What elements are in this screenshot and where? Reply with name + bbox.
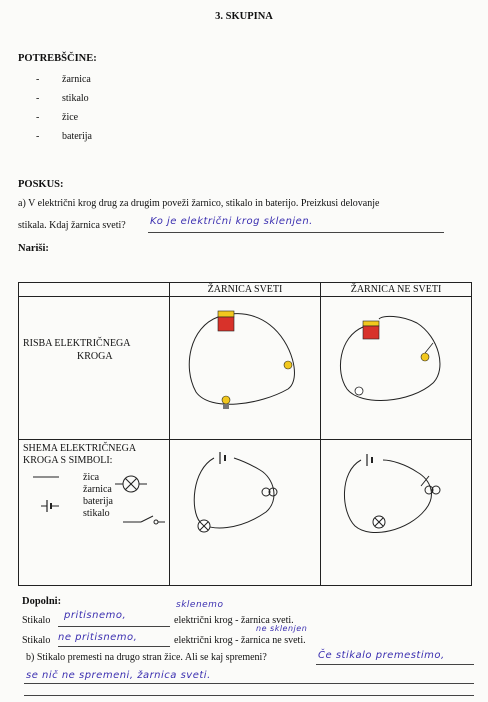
sentence-2-insert: ne sklenjen [256,624,308,633]
page-title: 3. SKUPINA [215,11,273,22]
symbol-legend-labels: žica žarnica baterija stikalo [83,472,113,519]
sentence-2-suffix: električni krog - žarnica ne sveti. [174,635,306,646]
drawing-bulb-off [321,297,472,440]
column-header-bulb-off: ŽARNICA NE SVETI [321,283,472,297]
column-header-bulb-on: ŽARNICA SVETI [170,283,321,297]
circuit-drawing-on-icon [170,297,320,434]
answer-line [58,646,170,647]
list-item: - baterija [36,131,92,142]
sentence-1-suffix: električni krog - žarnica sveti. [174,615,294,626]
experiment-instruction-line2: stikala. Kdaj žarnica sveti? [18,220,126,231]
schema-bulb-off [321,440,472,586]
experiment-heading: POSKUS: [18,179,64,190]
circuit-symbols-icon [19,470,171,530]
circuit-drawing-off-icon [321,297,471,434]
row-label-schema: SHEMA ELEKTRIČNEGA KROGA S SIMBOLI: žica žarnica baterija stikalo [19,440,170,586]
materials-list [36,70,92,146]
answer-line [24,695,474,696]
row-label-drawing: RISBA ELEKTRIČNEGA KROGA [19,297,170,440]
question-b-answer-2: se nič ne spremeni, žarnica sveti. [26,670,211,681]
complete-heading: Dopolni: [22,596,62,607]
sentence-2-prefix: Stikalo [22,635,51,646]
answer-line [148,232,444,233]
list-item: - žice [36,112,79,123]
sentence-2-answer: ne pritisnemo, [58,632,138,643]
experiment-instruction-line1: a) V električni krog drug za drugim poveži žarnico, stikalo in baterijo. Preizkusi delovanje [18,198,380,209]
answer-line [24,683,474,684]
answer-line [58,626,170,627]
question-b-answer-1: Če stikalo premestimo, [318,650,445,661]
answer-line [316,664,474,665]
circuit-table [18,282,472,586]
sentence-1-answer: pritisnemo, [64,610,127,621]
question-b: b) Stikalo premesti na drugo stran žice. Ali se kaj spremeni? [26,652,267,663]
schema-off-icon [321,440,471,580]
schema-bulb-on [170,440,321,586]
drawing-bulb-on [170,297,321,440]
draw-label: Nariši: [18,243,49,254]
sentence-1-insert: sklenemo [176,600,224,610]
list-item: - stikalo [36,93,89,104]
schema-on-icon [170,440,320,580]
list-item: - žarnica [36,74,91,85]
table-corner [19,283,170,297]
materials-heading: POTREBŠČINE: [18,53,97,64]
experiment-answer: Ko je električni krog sklenjen. [150,216,313,227]
sentence-1-prefix: Stikalo [22,615,51,626]
